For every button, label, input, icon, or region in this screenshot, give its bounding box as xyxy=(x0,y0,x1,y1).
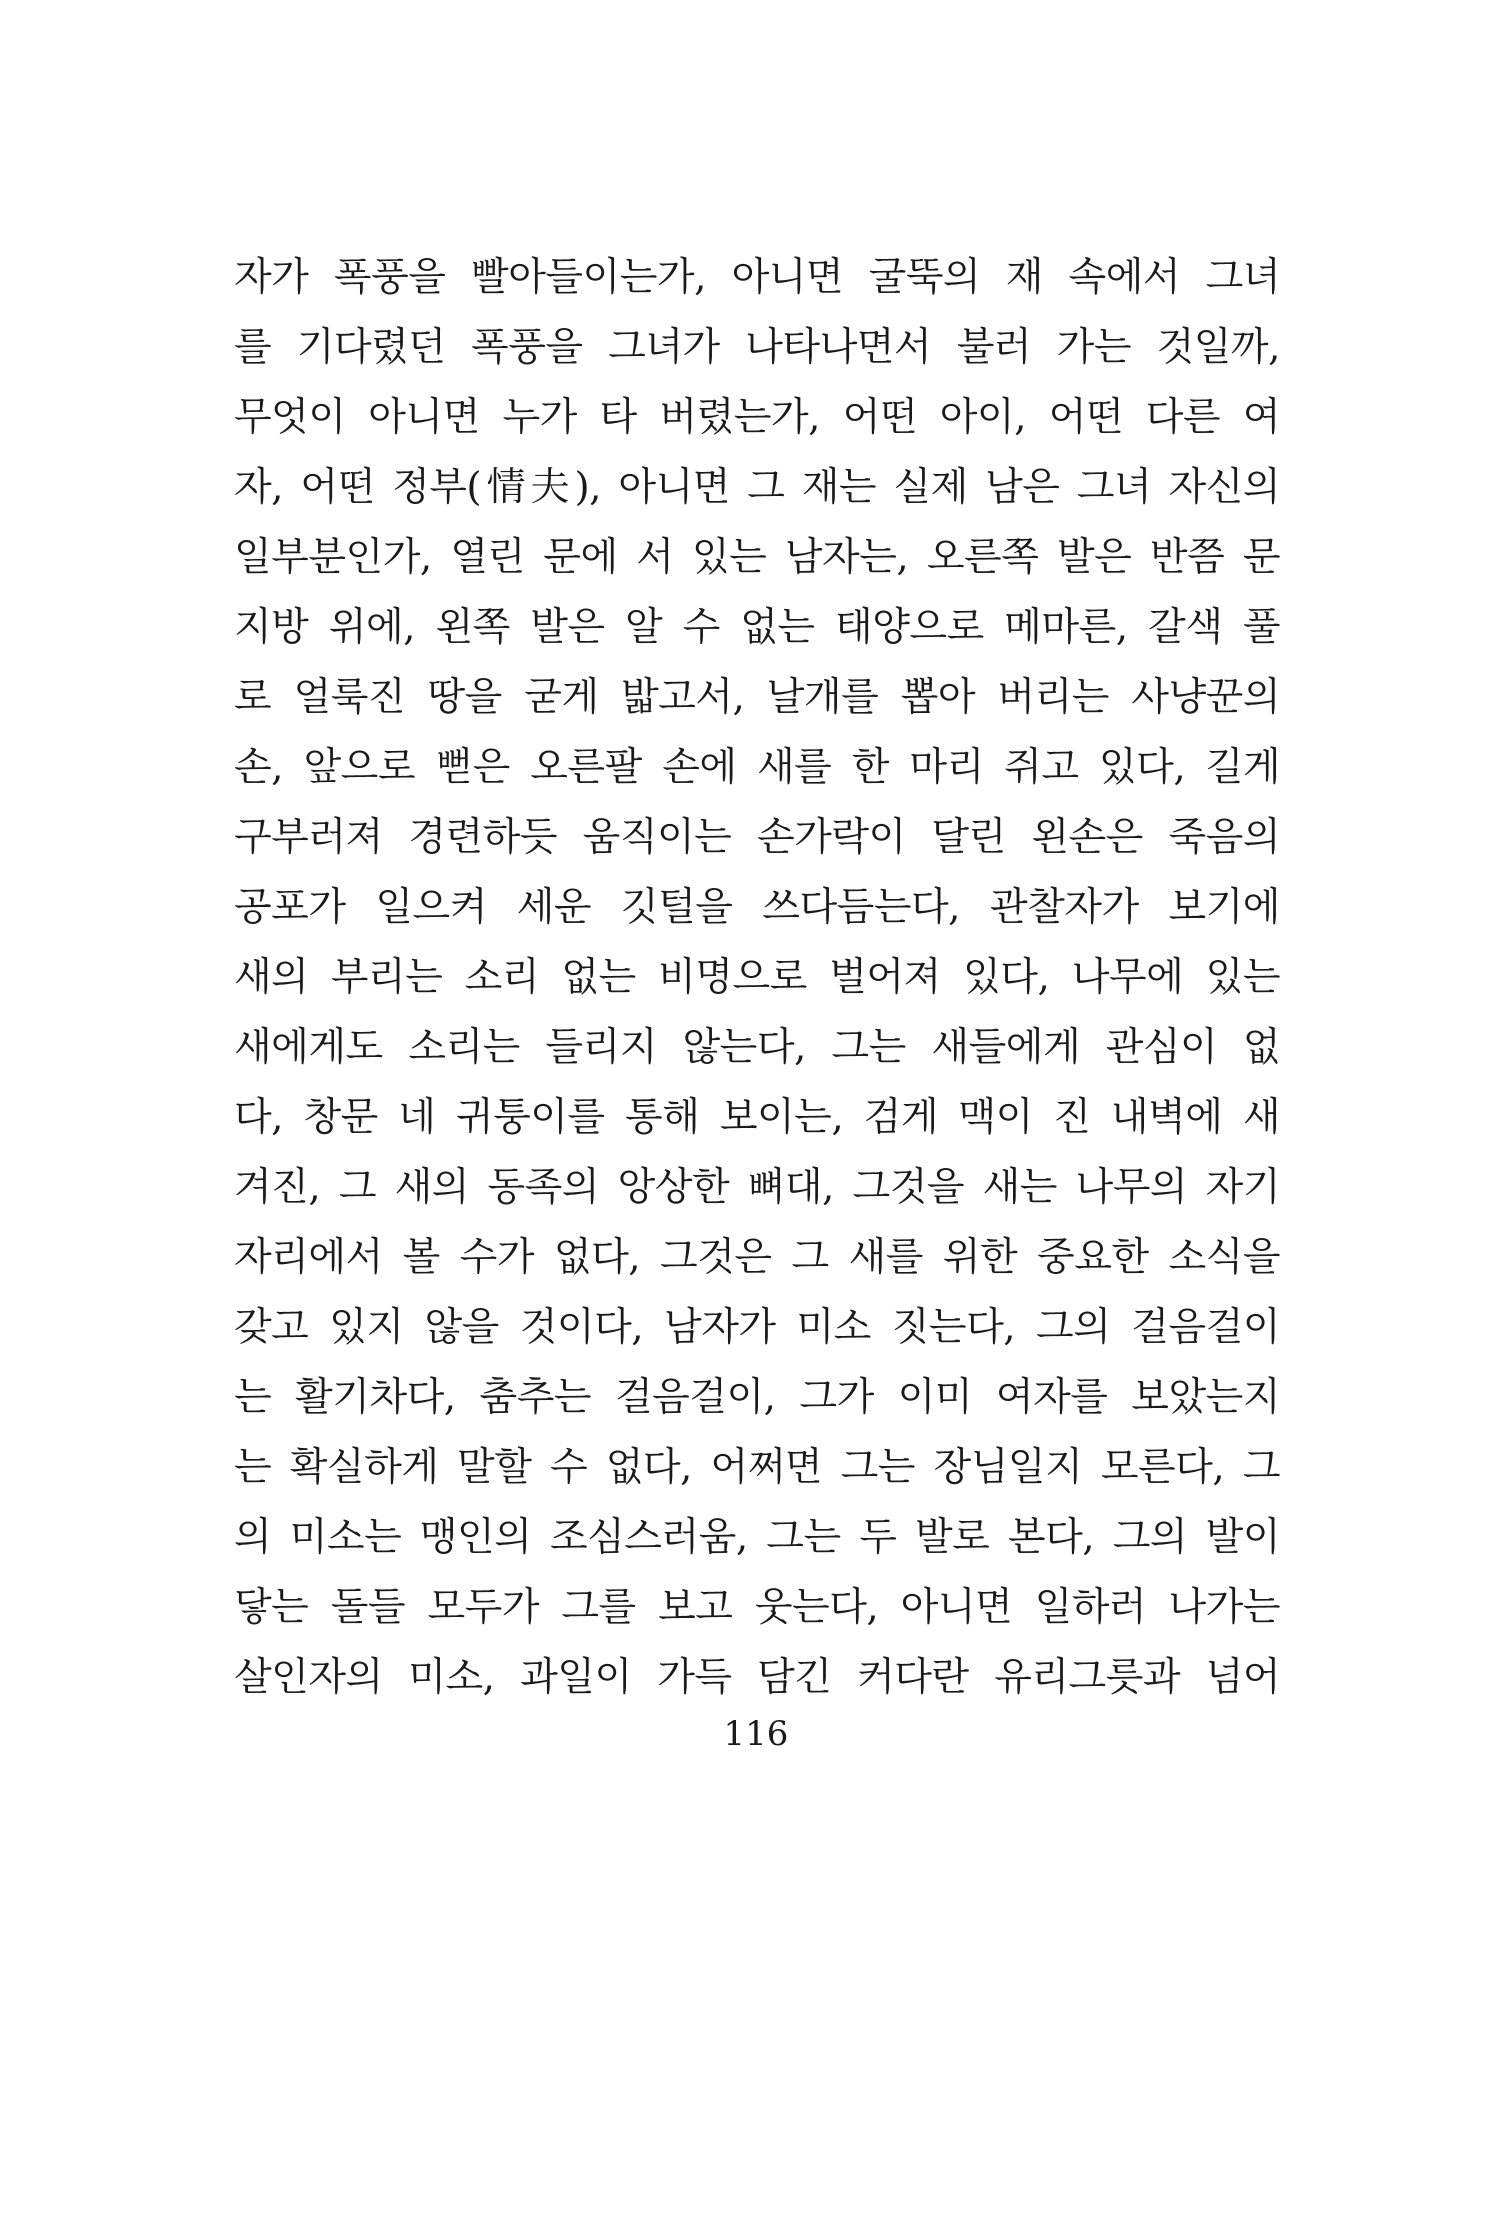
text-line: 는 확실하게 말할 수 없다, 어쩌면 그는 장님일지 모른다, 그 xyxy=(234,1445,1280,1490)
text-line: 일부분인가, 열린 문에 서 있는 남자는, 오른쪽 발은 반쯤 문 xyxy=(234,535,1280,580)
text-line: 닿는 돌들 모두가 그를 보고 웃는다, 아니면 일하러 나가는 xyxy=(234,1585,1280,1630)
text-line: 자, 어떤 정부(情夫), 아니면 그 재는 실제 남은 그녀 자신의 xyxy=(234,465,1280,510)
text-line: 무엇이 아니면 누가 타 버렸는가, 어떤 아이, 어떤 다른 여 xyxy=(234,395,1280,440)
text-line: 손, 앞으로 뻗은 오른팔 손에 새를 한 마리 쥐고 있다, 길게 xyxy=(234,745,1280,790)
text-line: 는 활기차다, 춤추는 걸음걸이, 그가 이미 여자를 보았는지 xyxy=(234,1375,1280,1420)
body-text xyxy=(234,243,1280,1713)
text-line: 를 기다렸던 폭풍을 그녀가 나타나면서 불러 가는 것일까, xyxy=(234,325,1280,370)
text-line: 다, 창문 네 귀퉁이를 통해 보이는, 검게 맥이 진 내벽에 새 xyxy=(234,1095,1280,1140)
text-line: 공포가 일으켜 세운 깃털을 쓰다듬는다, 관찰자가 보기에 xyxy=(234,885,1280,930)
text-line: 겨진, 그 새의 동족의 앙상한 뼈대, 그것을 새는 나무의 자기 xyxy=(234,1165,1280,1210)
text-line: 의 미소는 맹인의 조심스러움, 그는 두 발로 본다, 그의 발이 xyxy=(234,1515,1280,1560)
text-line: 로 얼룩진 땅을 굳게 밟고서, 날개를 뽑아 버리는 사냥꾼의 xyxy=(234,675,1280,720)
text-line: 갖고 있지 않을 것이다, 남자가 미소 짓는다, 그의 걸음걸이 xyxy=(234,1305,1280,1350)
text-line: 살인자의 미소, 과일이 가득 담긴 커다란 유리그릇과 넘어 xyxy=(234,1655,1280,1700)
page-number: 116 xyxy=(723,1714,789,1754)
text-line: 자가 폭풍을 빨아들이는가, 아니면 굴뚝의 재 속에서 그녀 xyxy=(234,255,1280,300)
text-line: 새의 부리는 소리 없는 비명으로 벌어져 있다, 나무에 있는 xyxy=(234,955,1280,1000)
text-line: 구부러져 경련하듯 움직이는 손가락이 달린 왼손은 죽음의 xyxy=(234,815,1280,860)
text-line: 새에게도 소리는 들리지 않는다, 그는 새들에게 관심이 없 xyxy=(234,1025,1280,1070)
text-line: 지방 위에, 왼쪽 발은 알 수 없는 태양으로 메마른, 갈색 풀 xyxy=(234,605,1280,650)
text-line: 자리에서 볼 수가 없다, 그것은 그 새를 위한 중요한 소식을 xyxy=(234,1235,1280,1280)
